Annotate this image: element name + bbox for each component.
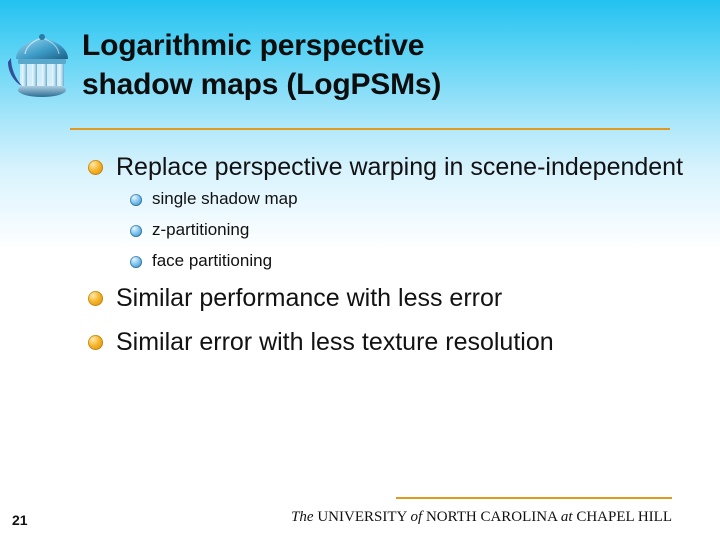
bullet-level1 <box>86 283 686 314</box>
page-title-line-2: shadow maps (LogPSMs) <box>82 68 442 101</box>
sub-bullet-marker-icon <box>130 194 142 206</box>
header-divider-rule <box>70 128 670 130</box>
bullet-level2 <box>130 189 686 209</box>
unc-old-well-logo <box>8 32 80 104</box>
page-number: 21 <box>12 512 28 528</box>
bullet-level2 <box>130 251 686 271</box>
footer-of: of <box>410 509 426 525</box>
bullet-level1-text: Similar error with less texture resolution <box>116 328 554 357</box>
footer-north-carolina: NORTH CAROLINA <box>425 509 561 525</box>
sub-bullet-list <box>86 189 686 272</box>
page-title <box>82 26 672 104</box>
bullet-level2-text: z-partitioning <box>152 219 250 239</box>
sub-bullet-marker-icon <box>130 256 142 268</box>
bullet-level2-text: single shadow map <box>152 188 298 208</box>
bullet-level1 <box>86 327 686 358</box>
bullet-level1 <box>86 152 686 183</box>
bullet-level2 <box>130 220 686 240</box>
bullet-level1-text: Similar performance with less error <box>116 283 503 312</box>
bullet-marker-icon <box>88 335 103 350</box>
footer-at: at <box>560 509 577 525</box>
footer-university: UNIVERSITY <box>317 509 411 525</box>
footer-chapel-hill: CHAPEL HILL <box>576 509 672 525</box>
bullet-level1-text: Replace perspective warping in scene-independent <box>116 153 684 181</box>
footer-divider-rule <box>396 497 672 499</box>
bullet-level2-text: face partitioning <box>152 251 273 271</box>
footer-institution <box>291 509 672 526</box>
bullet-marker-icon <box>88 291 103 306</box>
slide-body <box>86 152 686 364</box>
page-title-line-1: Logarithmic perspective <box>82 29 425 62</box>
bullet-marker-icon <box>88 160 103 175</box>
footer-the: The <box>291 509 318 525</box>
sub-bullet-marker-icon <box>130 225 142 237</box>
